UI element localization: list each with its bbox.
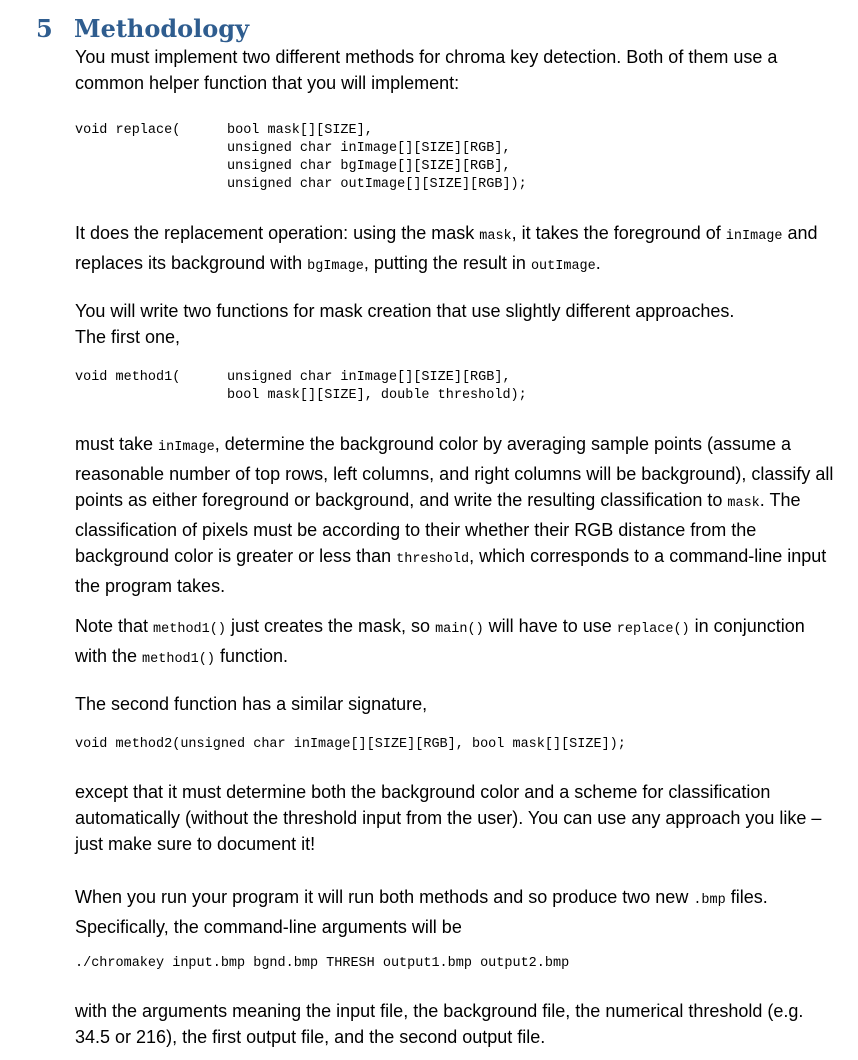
method1-params: [227, 369, 527, 405]
replace-param: unsigned char inImage[][SIZE][RGB],: [227, 141, 511, 156]
method1-param: unsigned char inImage[][SIZE][RGB],: [227, 370, 511, 385]
method1-description: [75, 431, 835, 599]
inline-code-method1: method1(): [153, 622, 226, 637]
text-run: and replaces its background with: [75, 223, 818, 273]
text-run: will have to use: [483, 616, 617, 636]
inline-code-mask: mask: [727, 496, 760, 511]
text-run: , which corresponds to a command-line input the program takes.: [75, 546, 827, 596]
inline-code-outimage: outImage: [530, 259, 596, 274]
arguments-description: with the arguments meaning the input file, the background file, the numerical threshold (e.g. 34.5 or 216), the first output file, and the second output file.: [75, 1001, 804, 1047]
text-run: just creates the mask, so: [225, 616, 436, 636]
mask-intro-paragraph: You will write two functions for mask creation that use slightly different approaches. The first one,: [75, 301, 735, 347]
inline-code-method1: method1(): [142, 652, 215, 667]
text-run: function.: [214, 646, 289, 666]
intro-paragraph: You must implement two different methods for chroma key detection. Both of them use a common helper function that you will implement:: [75, 47, 778, 93]
inline-code-bgimage: bgImage: [307, 259, 364, 274]
method1-param: bool mask[][SIZE], double threshold);: [227, 388, 527, 403]
inline-code-replace: replace(): [616, 622, 690, 637]
text-run: , determine the background color by averaging sample points (assume a reasonable number of top rows, left columns, and right columns will be background), classify all points as either foreground or background, and write the resulting classification to: [75, 434, 834, 510]
section-number: 5: [36, 14, 53, 43]
inline-code-mask: mask: [479, 229, 512, 244]
method2-description: except that it must determine both the background color and a scheme for classification automatically (without the threshold input from the user). You can use any approach you like – just make sure to document it!: [75, 782, 822, 854]
replace-params: [227, 122, 527, 194]
replace-description: [75, 220, 835, 280]
inline-code-main: main(): [435, 622, 484, 637]
text-run: in conjunction with the: [75, 616, 805, 666]
second-function-intro: The second function has a similar signature,: [75, 694, 428, 714]
method2-code-block: void method2(unsigned char inImage[][SIZE][RGB], bool mask[][SIZE]);: [75, 737, 626, 752]
inline-code-inimage: inImage: [725, 229, 783, 244]
text-run: , putting the result in: [363, 253, 531, 273]
replace-param: unsigned char outImage[][SIZE][RGB]);: [227, 177, 527, 192]
inline-code-inimage: inImage: [158, 440, 215, 455]
text-run: must take: [75, 434, 159, 454]
text-run: It does the replacement operation: using the mask: [75, 223, 480, 243]
replace-param: unsigned char bgImage[][SIZE][RGB],: [227, 159, 511, 174]
text-run: Note that: [75, 616, 154, 636]
replace-param: bool mask[][SIZE],: [227, 123, 373, 138]
method1-code-block: [75, 369, 527, 405]
replace-code-block: [75, 122, 527, 194]
section-title: Methodology: [74, 14, 250, 43]
run-description: [75, 884, 835, 940]
command-line-code: ./chromakey input.bmp bgnd.bmp THRESH output1.bmp output2.bmp: [75, 956, 570, 971]
text-run: files. Specifically, the command-line arguments will be: [75, 887, 768, 937]
text-run: . The classification of pixels must be according to their whether their RGB distance from the background color is greater or less than: [75, 490, 801, 566]
replace-signature: void replace(: [75, 123, 181, 138]
section-heading: [36, 14, 249, 44]
text-run: , it takes the foreground of: [511, 223, 726, 243]
inline-code-threshold: threshold: [396, 552, 470, 567]
note-paragraph: [75, 613, 835, 673]
text-run: .: [595, 253, 601, 273]
inline-code-bmp: .bmp: [693, 893, 726, 908]
text-run: When you run your program it will run both methods and so produce two new: [75, 887, 694, 907]
method1-signature: void method1(: [75, 370, 181, 385]
